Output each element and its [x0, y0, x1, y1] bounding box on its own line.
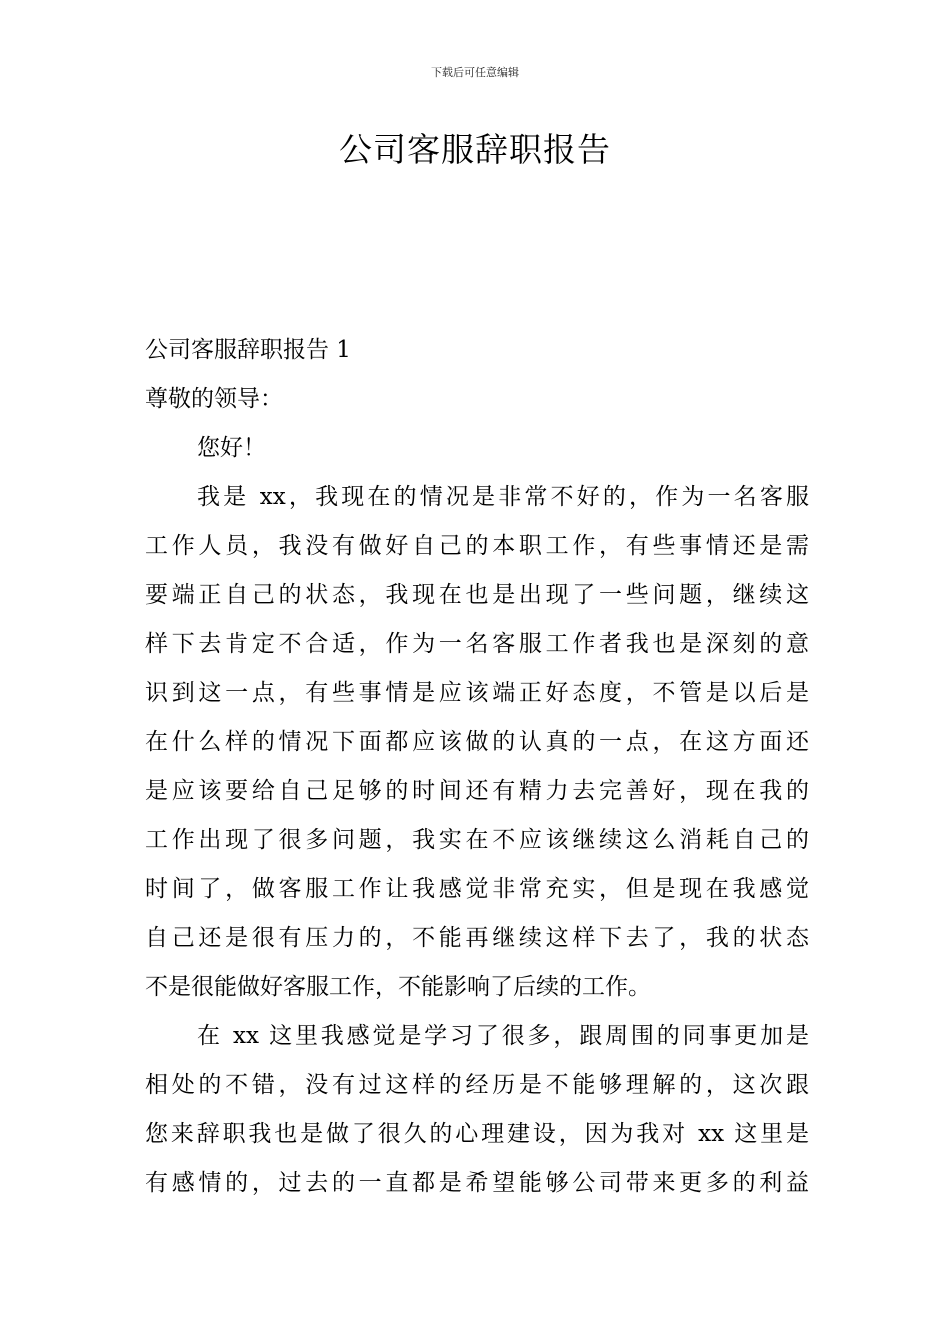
salutation: 尊敬的领导：	[145, 386, 283, 412]
greeting: 您好！	[197, 435, 266, 461]
paragraph-line: 相处的不错，没有过这样的经历是不能够理解的，这次跟	[145, 1072, 809, 1098]
paragraph-line: 在 xx 这里我感觉是学习了很多，跟周围的同事更加是	[197, 1023, 809, 1049]
paragraph-line: 工作人员，我没有做好自己的本职工作，有些事情还是需	[145, 533, 809, 559]
section-heading: 公司客服辞职报告 1	[145, 337, 351, 363]
header-note: 下载后可任意编辑	[431, 66, 519, 79]
paragraph-line: 时间了，做客服工作让我感觉非常充实，但是现在我感觉	[145, 876, 809, 902]
paragraph-line: 在什么样的情况下面都应该做的认真的一点，在这方面还	[145, 729, 809, 755]
paragraph-line: 样下去肯定不合适，作为一名客服工作者我也是深刻的意	[145, 631, 809, 657]
paragraph-line: 不是很能做好客服工作，不能影响了后续的工作。	[145, 974, 651, 1000]
document-body	[145, 326, 809, 1208]
document-title: 公司客服辞职报告	[339, 130, 611, 169]
paragraph-line: 工作出现了很多问题，我实在不应该继续这么消耗自己的	[145, 827, 809, 853]
paragraph-line: 您来辞职我也是做了很久的心理建设，因为我对 xx 这里是	[145, 1121, 809, 1147]
paragraph-line: 我是 xx，我现在的情况是非常不好的，作为一名客服	[197, 484, 809, 510]
paragraph-line: 是应该要给自己足够的时间还有精力去完善好，现在我的	[145, 778, 809, 804]
paragraph-1	[145, 473, 809, 1012]
paragraph-line: 有感情的，过去的一直都是希望能够公司带来更多的利益	[145, 1170, 809, 1196]
paragraph-line: 识到这一点，有些事情是应该端正好态度，不管是以后是	[145, 680, 809, 706]
paragraph-2	[145, 1012, 809, 1208]
paragraph-line: 自己还是很有压力的，不能再继续这样下去了，我的状态	[145, 925, 809, 951]
paragraph-line: 要端正自己的状态，我现在也是出现了一些问题，继续这	[145, 582, 809, 608]
